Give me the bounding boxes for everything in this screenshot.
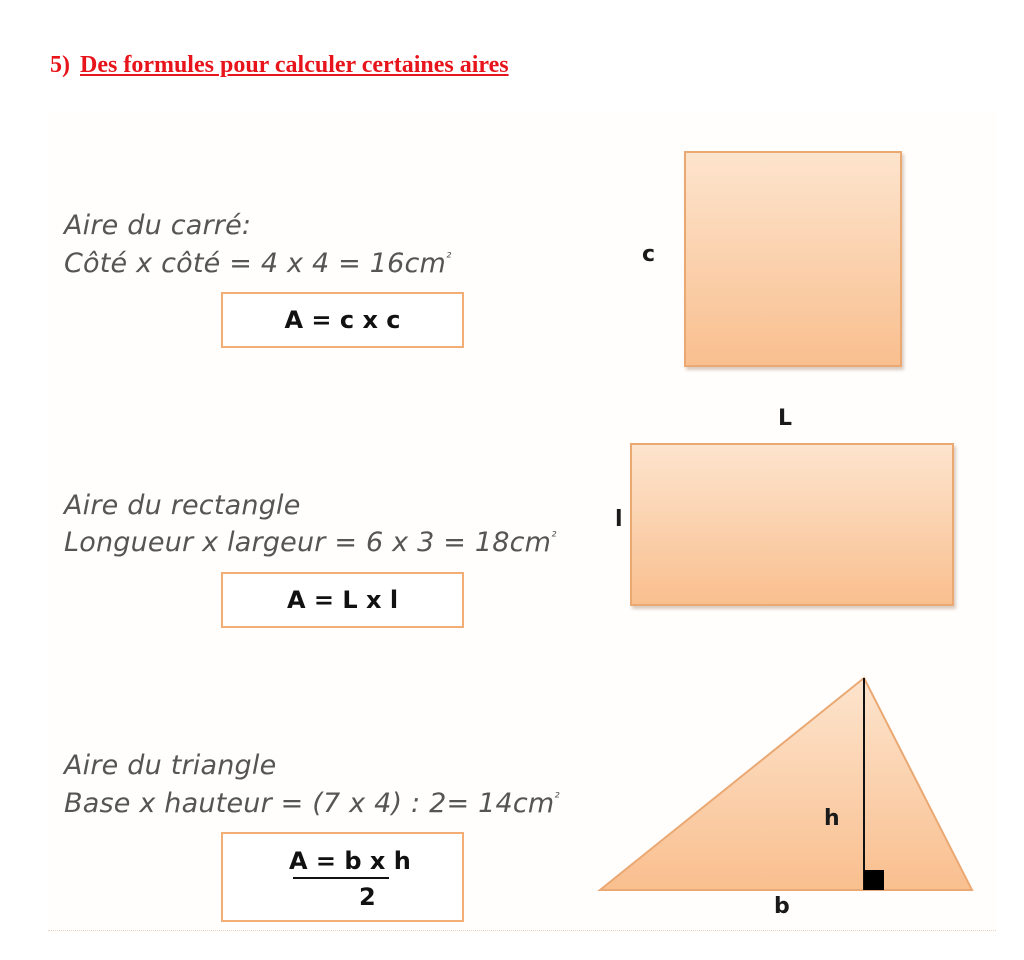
panel-divider [48,930,996,932]
square-formula: A = c x c [284,306,401,334]
square-formula-box [221,292,464,348]
square-calculation-text: Côté x côté = 4 x 4 = 16cm [64,248,447,279]
square-shape [684,151,902,367]
rectangle-unit-exponent: ² [551,530,557,545]
triangle-formula-box [221,832,464,922]
triangle-height-label: h [824,806,840,831]
triangle-diagram [596,672,980,900]
triangle-formula-denominator: 2 [359,883,376,911]
triangle-calculation-text: Base x hauteur = (7 x 4) : 2= 14cm [64,788,555,819]
rectangle-width-label: l [615,507,623,532]
rectangle-calculation [64,522,557,559]
triangle-shape [600,678,972,890]
rectangle-length-label: L [778,406,793,431]
square-title: Aire du carré: [64,210,252,241]
fraction-bar [293,877,389,879]
triangle-calculation [64,783,560,820]
triangle-formula-numerator: A = b x h [289,847,411,875]
square-side-label: c [642,242,656,267]
section-number: 5) [50,52,70,78]
square-calculation [64,243,451,280]
rectangle-calculation-text: Longueur x largeur = 6 x 3 = 18cm [64,527,552,558]
square-unit-exponent: ² [446,251,452,266]
triangle-base-label: b [774,894,790,919]
right-angle-marker [864,870,884,890]
rectangle-formula-box [221,572,464,628]
triangle-title: Aire du triangle [64,750,277,781]
section-title: Des formules pour calculer certaines aires [80,52,509,78]
section-heading [50,52,509,79]
rectangle-title: Aire du rectangle [64,490,301,521]
rectangle-shape [630,443,954,606]
triangle-unit-exponent: ² [554,791,560,806]
rectangle-formula: A = L x l [286,586,399,614]
